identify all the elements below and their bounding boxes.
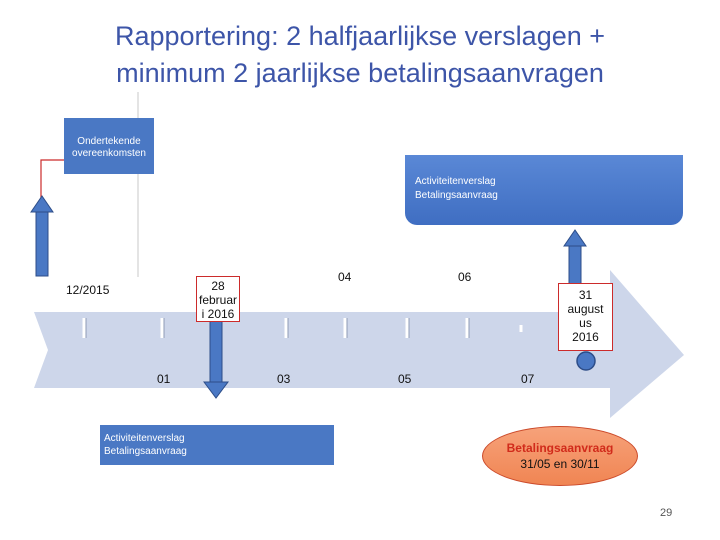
month-label-03: 03 [277, 372, 291, 386]
feb-line-3: i 2016 [201, 307, 235, 321]
month-label-01: 01 [157, 372, 171, 386]
report-box-bottom [100, 425, 334, 465]
up-arrow-icon [31, 196, 53, 276]
month-label-06: 06 [458, 270, 472, 284]
month-label-07: 07 [521, 372, 535, 386]
report-box-bottom-line1: Activiteitenverslag [104, 433, 185, 444]
report-box-right-line1: Activiteitenverslag [415, 176, 496, 187]
report-box-right-line2: Betalingsaanvraag [415, 190, 498, 201]
date-box-august [558, 283, 613, 351]
signing-box [64, 118, 154, 174]
payment-request-ellipse [482, 426, 638, 486]
aug-line-2: august [567, 302, 604, 316]
aug-line-1: 31 [578, 288, 593, 302]
title-line-2: minimum 2 jaarlijkse betalingsaanvragen [116, 58, 604, 88]
page-number: 29 [660, 507, 673, 519]
month-label-05: 05 [398, 372, 412, 386]
title-line-1: Rapportering: 2 halfjaarlijkse verslagen + [114, 21, 606, 51]
feb-line-1: 28 [211, 279, 225, 293]
report-box-right [405, 155, 683, 225]
connector-left [41, 160, 64, 205]
label-start-date: 12/2015 [66, 283, 110, 297]
aug-line-4: 2016 [572, 330, 599, 344]
date-box-february [196, 276, 240, 322]
month-label-04: 04 [338, 270, 352, 284]
signing-box-label: Ondertekende overeenkomsten [72, 136, 146, 159]
report-box-bottom-line2: Betalingsaanvraag [104, 446, 187, 457]
aug-line-3: us [579, 316, 592, 330]
feb-line-2: februar [198, 293, 238, 307]
ellipse-line-2: 31/05 en 30/11 [520, 457, 600, 471]
slide-title [40, 18, 680, 92]
circle-marker-icon [577, 352, 595, 370]
ellipse-line-1: Betalingsaanvraag [506, 441, 614, 455]
